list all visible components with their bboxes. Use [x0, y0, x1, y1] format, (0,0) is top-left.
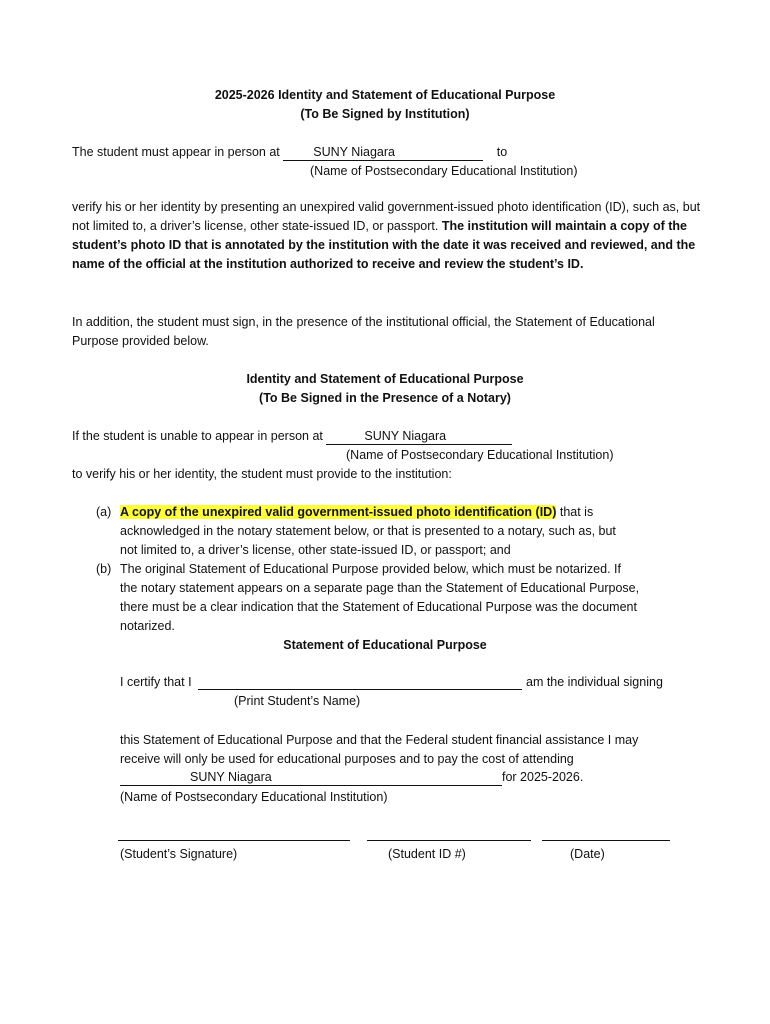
verify-identity-paragraph [72, 198, 702, 274]
institution-name-field-3[interactable]: SUNY Niagara [120, 770, 502, 786]
certify-prefix: I certify that I [120, 675, 192, 689]
date-field[interactable] [542, 840, 670, 841]
attend-suffix: for 2025-2026. [502, 770, 584, 784]
certify-suffix: am the individual signing [526, 675, 663, 689]
item-b-line-2: the notary statement appears on a separate page than the Statement of Educational Purpose, [120, 581, 640, 595]
section-statement-title: Statement of Educational Purpose [283, 638, 487, 652]
to-word: to [496, 145, 508, 159]
item-b-line-4: notarized. [120, 619, 175, 633]
document-title: 2025-2026 Identity and Statement of Educational Purpose [214, 88, 556, 102]
item-b-line-3: there must be a clear indication that the Statement of Educational Purpose was the document [120, 600, 637, 614]
section-notary-subtitle: (To Be Signed in the Presence of a Notary) [259, 391, 511, 405]
print-name-caption: (Print Student’s Name) [234, 694, 361, 708]
student-id-field[interactable] [367, 840, 531, 841]
appear-prefix: The student must appear in person at [72, 145, 280, 159]
unable-appear-prefix: If the student is unable to appear in person at [72, 429, 323, 443]
item-a-highlight: A copy of the unexpired valid government-issued photo identification (ID) [120, 505, 557, 519]
signature-caption: (Student’s Signature) [120, 847, 238, 861]
institution-name-caption-3: (Name of Postsecondary Educational Institution) [120, 790, 388, 804]
student-id-caption: (Student ID #) [388, 847, 466, 861]
student-signature-field[interactable] [118, 840, 350, 841]
document-subtitle: (To Be Signed by Institution) [300, 107, 470, 121]
institution-retention-text: The institution will maintain a copy of the student’s photo ID that is annotated by the institution with the date it was received and reviewed, and the name of the official at the institution authorized to receive and review the student’s ID. [72, 219, 696, 271]
student-name-field[interactable] [198, 689, 522, 690]
item-a-line-2: acknowledged in the notary statement below, or that is presented to a notary, such as, but [120, 524, 616, 538]
item-b-marker: (b) [96, 562, 112, 576]
certify-line-2: receive will only be used for educational purposes and to pay the cost of attending [120, 752, 574, 766]
verify-identity-text: verify his or her identity by presenting an unexpired valid government-issued photo identification (ID), such as, but not limited to, a driver’s license, other state-issued ID, or passport. [72, 200, 701, 233]
institution-name-field-2[interactable]: SUNY Niagara [326, 429, 512, 445]
section-notary-title: Identity and Statement of Educational Purpose [246, 372, 524, 386]
item-a-marker: (a) [96, 505, 112, 519]
attending-line [120, 768, 583, 787]
item-b-line-1: The original Statement of Educational Purpose provided below, which must be notarized. If [120, 562, 621, 576]
unable-appear-line [72, 427, 512, 446]
certify-line-1: this Statement of Educational Purpose and that the Federal student financial assistance I may [120, 733, 639, 747]
item-a-line-3: not limited to, a driver’s license, other state-issued ID, or passport; and [120, 543, 511, 557]
institution-name-caption-1: (Name of Postsecondary Educational Institution) [310, 164, 578, 178]
unable-appear-suffix: to verify his or her identity, the student must provide to the institution: [72, 467, 452, 481]
sign-in-presence-paragraph: In addition, the student must sign, in the presence of the institutional official, the Statement of Educational Purpose provided below. [72, 315, 655, 348]
appear-in-person-line [72, 143, 507, 162]
institution-name-caption-2: (Name of Postsecondary Educational Institution) [346, 448, 614, 462]
item-a-line-1 [120, 503, 593, 522]
item-a-rest-1: that is [559, 505, 594, 519]
date-caption: (Date) [570, 847, 605, 861]
institution-name-field-1[interactable]: SUNY Niagara [283, 145, 483, 161]
